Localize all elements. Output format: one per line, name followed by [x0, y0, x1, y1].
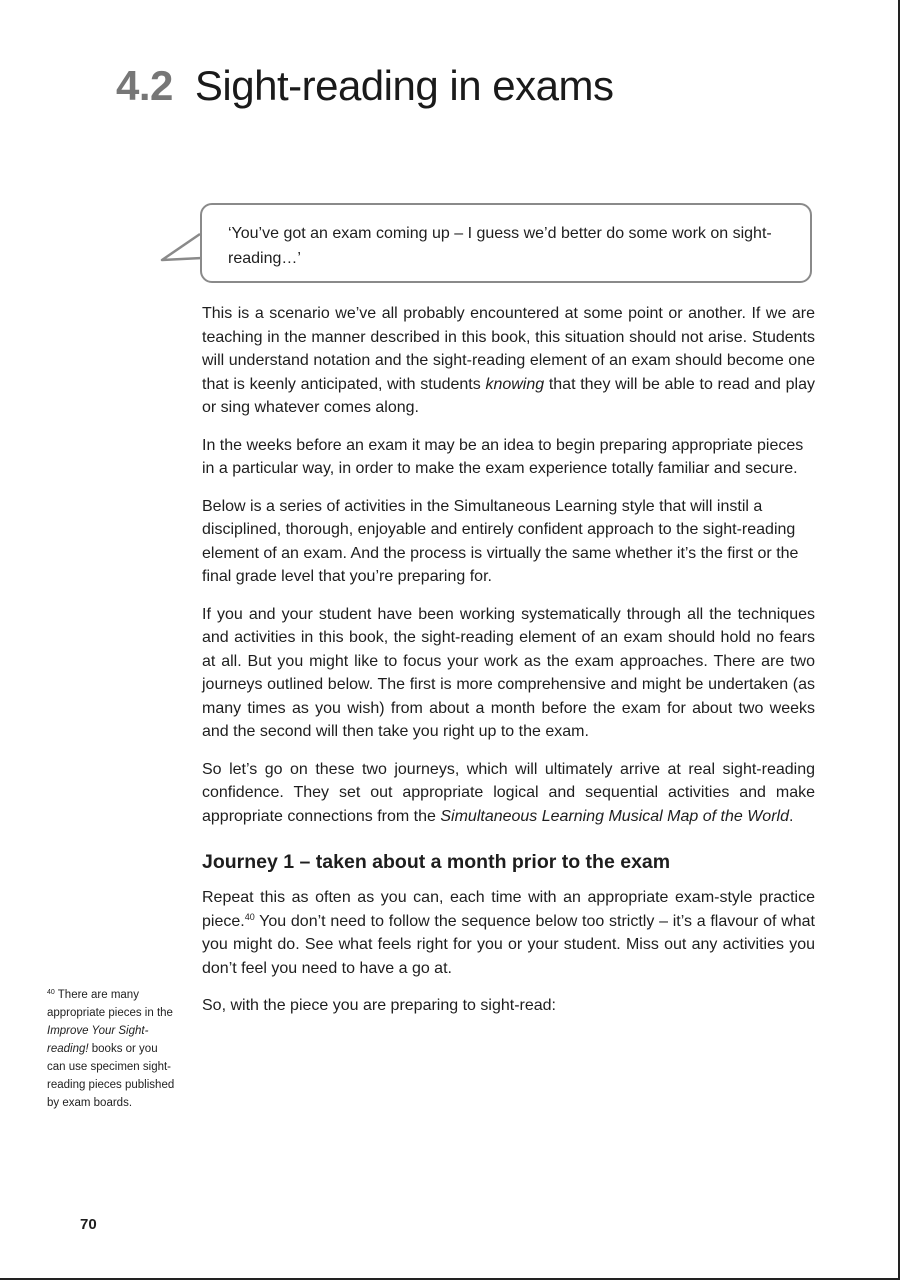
- paragraph-1: [202, 302, 815, 420]
- section-number: 4.2: [116, 62, 173, 109]
- journey-1-paragraph: [202, 886, 815, 980]
- footnote-reference: 40: [244, 911, 255, 922]
- journey-1-lead-in: So, with the piece you are preparing to sight-read:: [202, 997, 556, 1014]
- paragraph-4: If you and your student have been working systematically through all the techniques and activities in this book, the sight-reading element of an exam should hold no fears at all. But you might like to focus your work as the exam approaches. There are two journeys outlined below. The first is more comprehensive and might be undertaken (as many times as you wish) from about a month before the exam for about two weeks and the second will then take you right up to the exam.: [202, 605, 815, 740]
- sidenote-footnote: [47, 986, 177, 1112]
- journey-1-heading: Journey 1 – taken about a month prior to the exam: [202, 851, 671, 873]
- paragraph-1-text-b: that they will be able to read and play or sing whatever comes along.: [202, 375, 815, 416]
- sidenote-book-title: Improve Your Sight-reading!: [47, 1025, 149, 1055]
- paragraph-5-text-b: .: [788, 807, 794, 825]
- paragraph-5-text-a: So let’s go on these two journeys, which will ultimately arrive at real sight-reading confidence. They set out appropriate logical and sequential activities and make appropriate connections from the: [202, 760, 815, 825]
- speech-bubble-tail: [156, 230, 206, 266]
- journey-1-text-a: Repeat this as often as you can, each time with an appropriate exam-style practice piece.: [202, 889, 815, 930]
- paragraph-1-emphasis: knowing: [485, 375, 545, 393]
- page-title: [116, 58, 613, 114]
- quote-callout: [200, 203, 812, 283]
- sidenote-number: 40: [47, 989, 55, 996]
- paragraph-3: Below is a series of activities in the Simultaneous Learning style that will instil a disciplined, thorough, enjoyable and entirely confident approach to the sight-reading element of an exam. And the process is virtually the same whether it’s the first or the final grade level that you’re preparing for.: [202, 497, 799, 585]
- section-title: Sight-reading in exams: [194, 62, 614, 109]
- paragraph-5-emphasis: Simultaneous Learning Musical Map of the World: [440, 807, 789, 825]
- sidenote-text-b: books or you can use specimen sight-reading pieces published by exam boards.: [47, 1043, 175, 1109]
- paragraph-2: In the weeks before an exam it may be an idea to begin preparing appropriate pieces in a particular way, in order to make the exam experience totally familiar and secure.: [202, 436, 804, 477]
- paragraph-1-text-a: This is a scenario we’ve all probably encountered at some point or another. If we are teaching in the manner described in this book, this situation should not arise. Students will understand notation and the sight-reading element of an exam should become one that is keenly anticipated, with students: [202, 305, 815, 393]
- body-text: [202, 302, 815, 1032]
- page-number: 70: [80, 1216, 97, 1233]
- paragraph-5: [202, 758, 815, 829]
- sidenote-text-a: There are many appropriate pieces in the: [47, 989, 173, 1019]
- quote-text: ‘You’ve got an exam coming up – I guess we’d better do some work on sight-reading…’: [228, 225, 772, 267]
- journey-1-text-b: You don’t need to follow the sequence below too strictly – it’s a flavour of what you might do. See what feels right for you or your student. Miss out any activities you don’t feel you need to have a go at.: [202, 912, 815, 977]
